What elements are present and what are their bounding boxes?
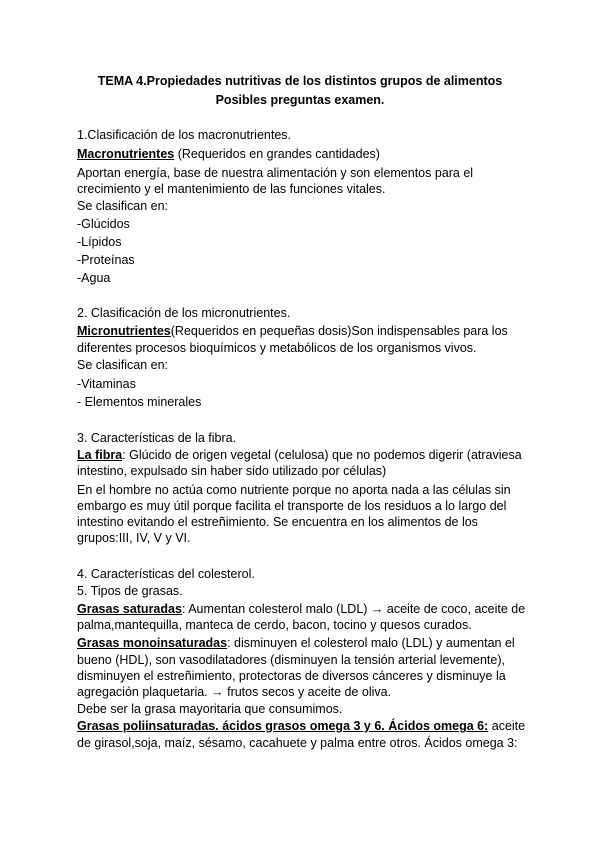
title-line-2: Posibles preguntas examen. (215, 93, 385, 107)
saturated-fats-line (77, 602, 525, 616)
paragraph-line: Se clasifican en: (77, 199, 169, 213)
term-description: : disminuyen el colesterol malo (LDL) y aumentan el (227, 636, 515, 650)
list-item: -Proteínas (77, 253, 135, 267)
paragraph-line: diferentes procesos bioquímicos y metabólicos de los organismos vivos. (77, 341, 477, 355)
monounsaturated-fats-line (77, 636, 515, 650)
section-3-term-line (77, 448, 522, 462)
list-item: -Vitaminas (77, 377, 136, 391)
term-description: aceite (488, 719, 526, 733)
paragraph-line: embargo es muy útil porque facilita el transporte de los residuos a lo largo del (77, 499, 507, 513)
list-item: -Agua (77, 271, 111, 285)
term-grasas-saturadas: Grasas saturadas (77, 602, 182, 616)
paragraph-line: Debe ser la grasa mayoritaria que consumimos. (77, 702, 343, 716)
section-4-heading: 4. Características del colesterol. (77, 567, 255, 581)
list-item: -Glúcidos (77, 217, 130, 231)
term-grasas-monoinsaturadas: Grasas monoinsaturadas (77, 636, 228, 650)
paragraph-line: de girasol,soja, maíz, sésamo, cacahuete y palma entre otros. Ácidos omega 3: (77, 736, 518, 750)
paragraph-line: intestino evitando el estreñimiento. Se encuentra en los alimentos de los (77, 515, 478, 529)
section-5-heading: 5. Tipos de grasas. (77, 584, 183, 598)
section-2-heading: 2. Clasificación de los micronutrientes. (77, 306, 291, 320)
paragraph-line: palma,mantequilla, manteca de cerdo, bacon, tocino y quesos curados. (77, 618, 472, 632)
term-la-fibra: La fibra (77, 448, 123, 462)
list-item: -Lípidos (77, 235, 122, 249)
paragraph-line: Aportan energía, base de nuestra alimentación y son elementos para el (77, 166, 474, 180)
term-micronutrientes: Micronutrientes (77, 324, 171, 338)
list-item: - Elementos minerales (77, 395, 202, 409)
paragraph-line: intestino, expulsado sin haber sido utilizado por células) (77, 464, 387, 478)
polyunsaturated-fats-line (77, 719, 525, 733)
term-description: : Aumentan colesterol malo (LDL) → aceite de coco, aceite de (181, 602, 526, 616)
paragraph-line: En el hombre no actúa como nutriente porque no aporta nada a las células sin (77, 483, 511, 497)
paragraph-line: crecimiento y el mantenimiento de las funciones vitales. (77, 182, 386, 196)
term-grasas-poliinsaturadas: Grasas poliinsaturadas. ácidos grasos omega 3 y 6. Ácidos omega 6: (77, 719, 489, 733)
term-description: (Requeridos en pequeñas dosis)Son indispensables para los (170, 324, 508, 338)
term-description: (Requeridos en grandes cantidades) (174, 147, 380, 161)
term-macronutrientes: Macronutrientes (77, 147, 175, 161)
paragraph-line: agregación plaquetaria. → frutos secos y aceite de oliva. (77, 685, 392, 699)
paragraph-line: bueno (HDL), son vasodilatadores (disminuyen la tensión arterial levemente), (77, 653, 505, 667)
paragraph-line: grupos:III, IV, V y VI. (77, 531, 191, 545)
section-3-heading: 3. Características de la fibra. (77, 431, 237, 445)
paragraph-line: disminuyen el estreñimiento, protectoras de diversos cánceres y disminuye la (77, 669, 506, 683)
title-line-1: TEMA 4.Propiedades nutritivas de los distintos grupos de alimentos (97, 74, 503, 88)
section-2-term-line (77, 324, 508, 338)
section-1-term-line (77, 147, 380, 161)
paragraph-line: Se clasifican en: (77, 358, 169, 372)
section-1-heading: 1.Clasificación de los macronutrientes. (77, 128, 291, 142)
term-description: : Glúcido de origen vegetal (celulosa) que no podemos digerir (atraviesa (122, 448, 522, 462)
